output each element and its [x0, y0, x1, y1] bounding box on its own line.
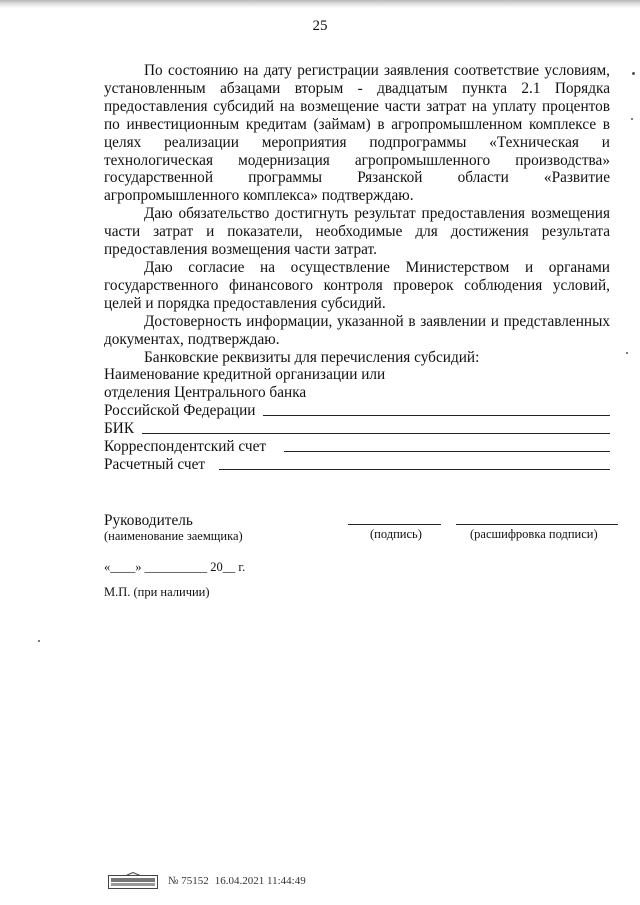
corr-account-label: Корреспондентский счет	[104, 437, 267, 455]
bank-name-label-1: Наименование кредитной организации или	[104, 366, 386, 384]
scan-edge-shadow	[0, 0, 640, 8]
scan-speck	[632, 72, 635, 75]
paragraph-bank-details: Банковские реквизиты для перечисления субсидий:	[144, 348, 480, 366]
bik-label: БИК	[104, 420, 135, 438]
paragraph-consent: Даю согласие на осуществление Министерством и органами государственного финансового контроля проверок соблюдения условий, целей и порядка предоставления субсидий.	[104, 258, 610, 312]
scan-speck	[631, 118, 633, 120]
current-account-underline	[219, 469, 610, 470]
signature-block	[104, 512, 619, 543]
registration-datetime: 16.04.2021 11:44:49	[214, 874, 306, 887]
seal-note: М.П. (при наличии)	[104, 585, 210, 599]
document-body	[104, 62, 610, 474]
current-account-label: Расчетный счет	[104, 455, 206, 473]
registration-stamp	[108, 872, 306, 889]
signature-decode-line[interactable]	[456, 524, 618, 525]
signature-title: Руководитель	[104, 512, 193, 529]
bank-name-label-3: Российской Федерации	[104, 402, 256, 420]
bik-field[interactable]	[104, 420, 610, 438]
bank-name-label-2: отделения Центрального банка	[104, 384, 307, 402]
scan-speck	[626, 352, 628, 354]
registry-building-icon	[108, 872, 158, 889]
current-account-field[interactable]	[104, 456, 610, 474]
date-line: «____» __________ 20__ г.	[104, 560, 246, 574]
signature-caption: (подпись)	[370, 527, 422, 541]
paragraph-reliability: Достоверность информации, указанной в заявлении и представленных документах, подтверждаю.	[104, 312, 610, 348]
signature-decode-caption: (расшифровка подписи)	[470, 527, 598, 541]
bank-name-field[interactable]	[104, 402, 610, 420]
paragraph-conditions: По состоянию на дату регистрации заявления соответствие условиям, установленным абзацами вторым - двадцатым пункта 2.1 Порядка предоставления субсидий на возмещение части затрат на уплату процентов по инвестиционным кредитам (займам) в агропромышленном комплексе в целях реализации мероприятия подпрограммы «Техническая и технологическая модернизация агропромышленного производства» государственной программы Рязанской области «Развитие агропромышленного комплекса» подтверждаю.	[104, 62, 610, 205]
registration-number: № 75152	[168, 874, 209, 887]
scan-speck	[38, 640, 40, 642]
page-number: 25	[312, 18, 328, 34]
bik-underline	[142, 433, 610, 434]
borrower-name-caption: (наименование заемщика)	[104, 529, 243, 543]
corr-account-underline	[284, 451, 610, 452]
signature-line[interactable]	[348, 524, 441, 525]
paragraph-obligation: Даю обязательство достигнуть результат предоставления возмещения части затрат и показатели, необходимые для достижения результата предоставления возмещения части затрат.	[104, 205, 610, 259]
bank-name-underline	[263, 415, 610, 416]
corr-account-field[interactable]	[104, 438, 610, 456]
